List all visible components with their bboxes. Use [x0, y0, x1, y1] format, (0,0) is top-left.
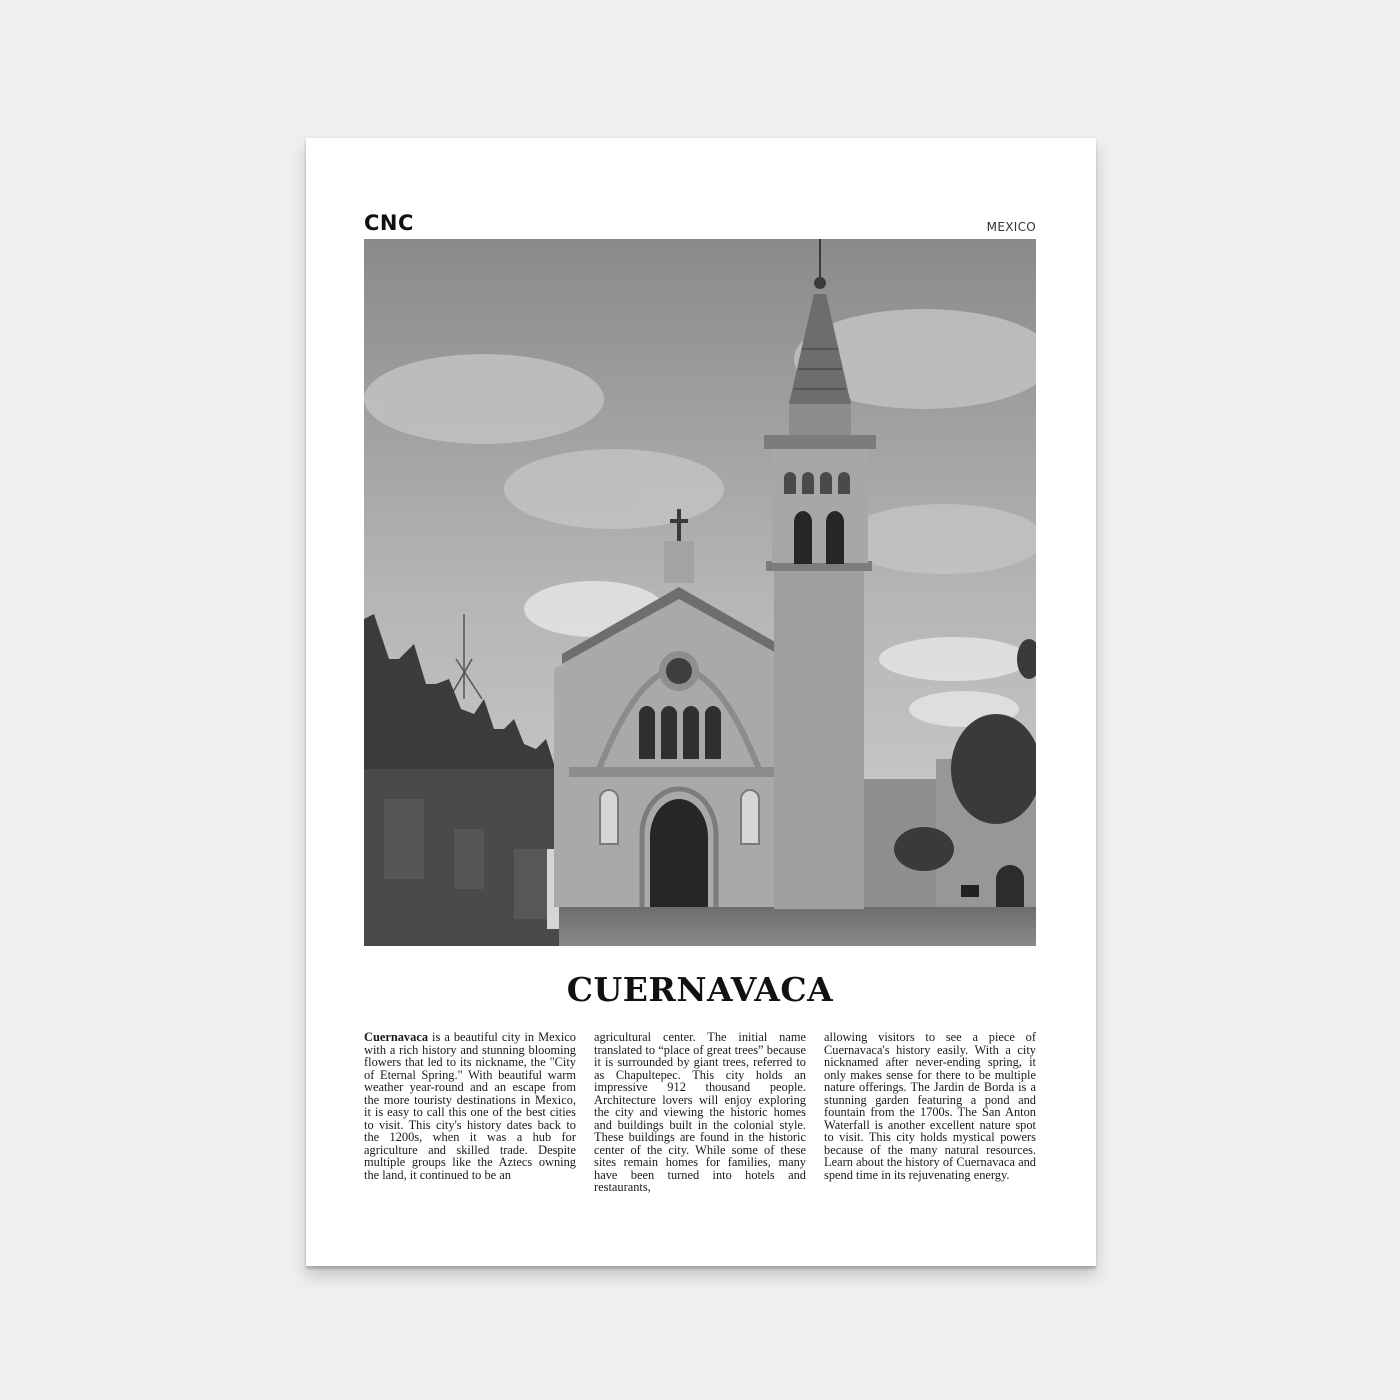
- church-photo-illustration: [364, 239, 1036, 946]
- description-column-3: allowing visitors to see a piece of Cuernavaca's history easily. With a city nicknamed after never-ending spring, it only makes sense for there to be multiple nature offerings. The Jardin de Borda is a stunning garden featuring a pond and fountain from the 1700s. The San Anton Waterfall is another excellent nature spot to visit. This city holds mystical powers because of the many natural resources. Learn about the history of Cuernavaca and spend time in its rejuvenating energy.: [824, 1030, 1036, 1182]
- description-column-1: [364, 1031, 576, 1194]
- brand-logo: CNC: [364, 211, 414, 235]
- description-column-2: agricultural center. The initial name translated to “place of great trees” because it is surrounded by giant trees, referred to as Chapultepec. This city holds an impressive 912 thousand people. Architecture lovers will enjoy exploring the city and viewing the historic homes and buildings built in the colonial style. These buildings are found in the historic center of the city. While some of these sites remain homes for families, many have been turned into hotels and restaurants,: [594, 1030, 806, 1194]
- city-title: CUERNAVACA: [566, 970, 834, 1009]
- description-text: [364, 1031, 1036, 1194]
- city-photo: [364, 239, 1036, 946]
- poster-print: [306, 138, 1096, 1266]
- country-label: MEXICO: [986, 220, 1036, 234]
- lead-word: Cuernavaca: [364, 1030, 429, 1044]
- column-1-text: is a beautiful city in Mexico with a rich history and stunning blooming flowers that led to its nickname, the "City of Eternal Spring." With beautiful warm weather year-round and an escape from the more touristy destinations in Mexico, it is easy to call this one of the best cities to visit. This city's history dates back to the 1200s, when it was a hub for agriculture and skilled trade. Despite multiple groups like the Aztecs owning the land, it continued to be an: [364, 1030, 576, 1182]
